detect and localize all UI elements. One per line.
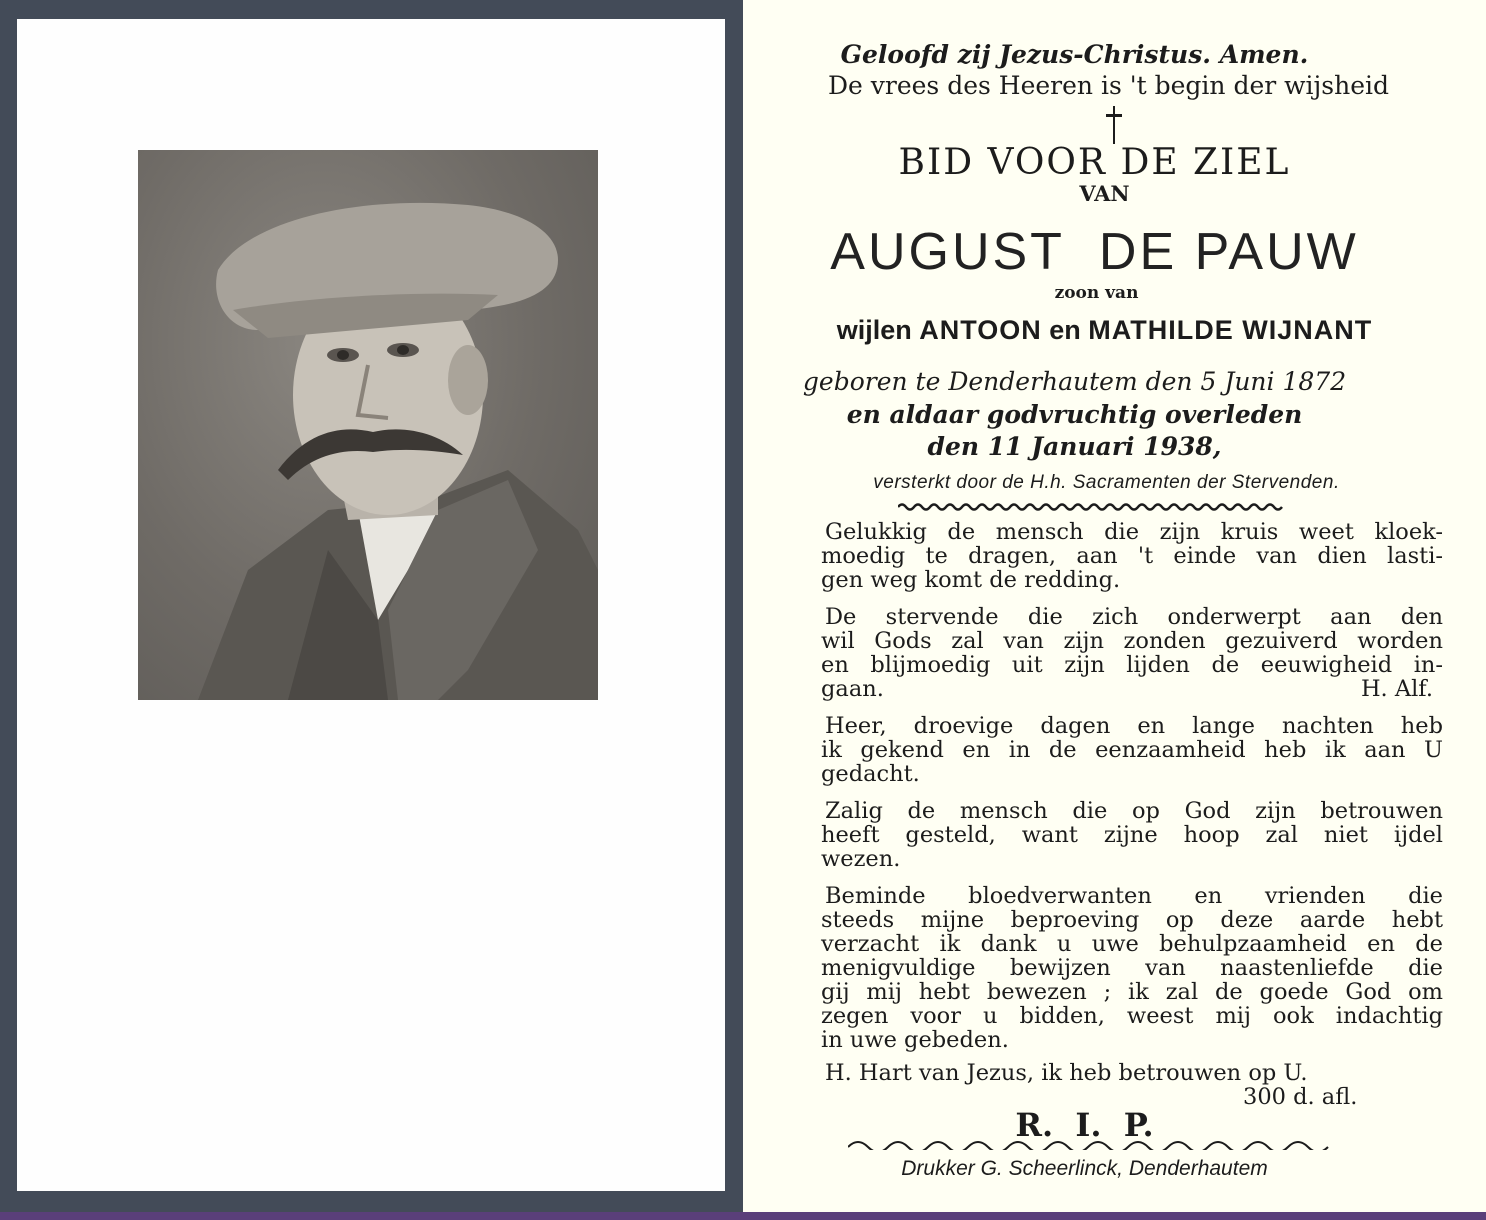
parents-prefix: wijlen — [836, 315, 912, 345]
paragraph-line: De stervende die zich onderwerpt aan den — [825, 604, 1443, 630]
paragraph-line: Beminde bloedverwanten en vrienden die — [825, 883, 1443, 909]
ornamental-divider-top — [898, 501, 1283, 513]
printer-credit: Drukker G. Scheerlinck, Denderhautem — [901, 1157, 1268, 1180]
birth-line: geboren te Denderhautem den 5 Juni 1872 — [802, 367, 1347, 396]
paragraph-1 — [803, 520, 1443, 592]
paragraph-line: zegen voor u bidden, weest mij ook indachtig — [821, 1003, 1443, 1029]
paragraph-line: in uwe gebeden. — [821, 1027, 1009, 1053]
paragraph-line: moedig te dragen, aan 't einde van dien lasti- — [821, 543, 1443, 569]
cross-icon — [1104, 104, 1124, 146]
van-label: VAN — [1079, 181, 1130, 206]
portrait-illustration — [138, 150, 598, 700]
paragraph-line: heeft gesteld, want zijne hoop zal niet ijdel — [821, 822, 1443, 848]
sacraments-line: versterkt door de H.h. Sacramenten der Stervenden. — [873, 472, 1340, 493]
father-name: ANTOON — [919, 315, 1042, 345]
prayer-heading: BID VOOR DE ZIEL — [898, 142, 1291, 183]
paragraph-5 — [803, 884, 1443, 1052]
paragraph-line: wil Gods zal van zijn zonden gezuiverd worden — [821, 628, 1443, 654]
header-motto: De vrees des Heeren is 't begin der wijsheid — [827, 71, 1390, 100]
paragraph-line: menigvuldige bewijzen van naastenliefde die — [821, 955, 1443, 981]
death-line-1: en aldaar godvruchtig overleden — [846, 400, 1303, 429]
paragraph-2 — [803, 605, 1443, 701]
paragraph-line: Heer, droevige dagen en lange nachten heb — [825, 713, 1443, 739]
background-strip — [0, 1212, 1486, 1220]
deceased-name: AUGUST DE PAUW — [830, 223, 1359, 281]
closing-prayer: H. Hart van Jezus, ik heb betrouwen op U. — [825, 1060, 1308, 1086]
paragraph-line: wezen. — [821, 846, 901, 872]
paragraph-3 — [803, 714, 1443, 786]
paragraph-4 — [803, 799, 1443, 871]
death-line-2: den 11 Januari 1938, — [927, 432, 1222, 461]
parents-line — [733, 315, 1476, 346]
mother-name: MATHILDE WIJNANT — [1088, 315, 1373, 345]
paragraph-line: gij mij hebt bewezen ; ik zal de goede God om — [821, 979, 1443, 1005]
paragraph-last-line — [803, 677, 1443, 701]
ornamental-divider-bottom — [848, 1136, 1338, 1150]
rip: R. I. P. — [1015, 1106, 1154, 1144]
meditation-text — [803, 520, 1443, 1065]
attribution: H. Alf. — [1360, 676, 1433, 702]
header-acclamation: Geloofd zij Jezus-Christus. Amen. — [840, 40, 1309, 69]
paragraph-line: Zalig de mensch die op God zijn betrouwen — [825, 798, 1443, 824]
paragraph-line: Gelukkig de mensch die zijn kruis weet kloek- — [825, 519, 1443, 545]
portrait-photo — [138, 150, 598, 700]
paragraph-line: ik gekend en in de eenzaamheid heb ik aan U — [821, 737, 1443, 763]
memorial-card-front — [17, 19, 725, 1191]
paragraph-line: gen weg komt de redding. — [821, 567, 1121, 593]
paragraph-line: gaan. — [821, 676, 884, 702]
and-word: en — [1049, 315, 1081, 345]
indulgence-note: 300 d. afl. — [1243, 1084, 1358, 1110]
paragraph-line: gedacht. — [821, 761, 920, 787]
paragraph-line: verzacht ik dank u uwe behulpzaamheid en de — [821, 931, 1443, 957]
paragraph-line: en blijmoedig uit zijn lijden de eeuwigheid in- — [821, 652, 1443, 678]
memorial-card-back — [743, 0, 1486, 1212]
paragraph-line: steeds mijne beproeving op deze aarde hebt — [821, 907, 1443, 933]
son-of-label: zoon van — [1054, 283, 1139, 303]
